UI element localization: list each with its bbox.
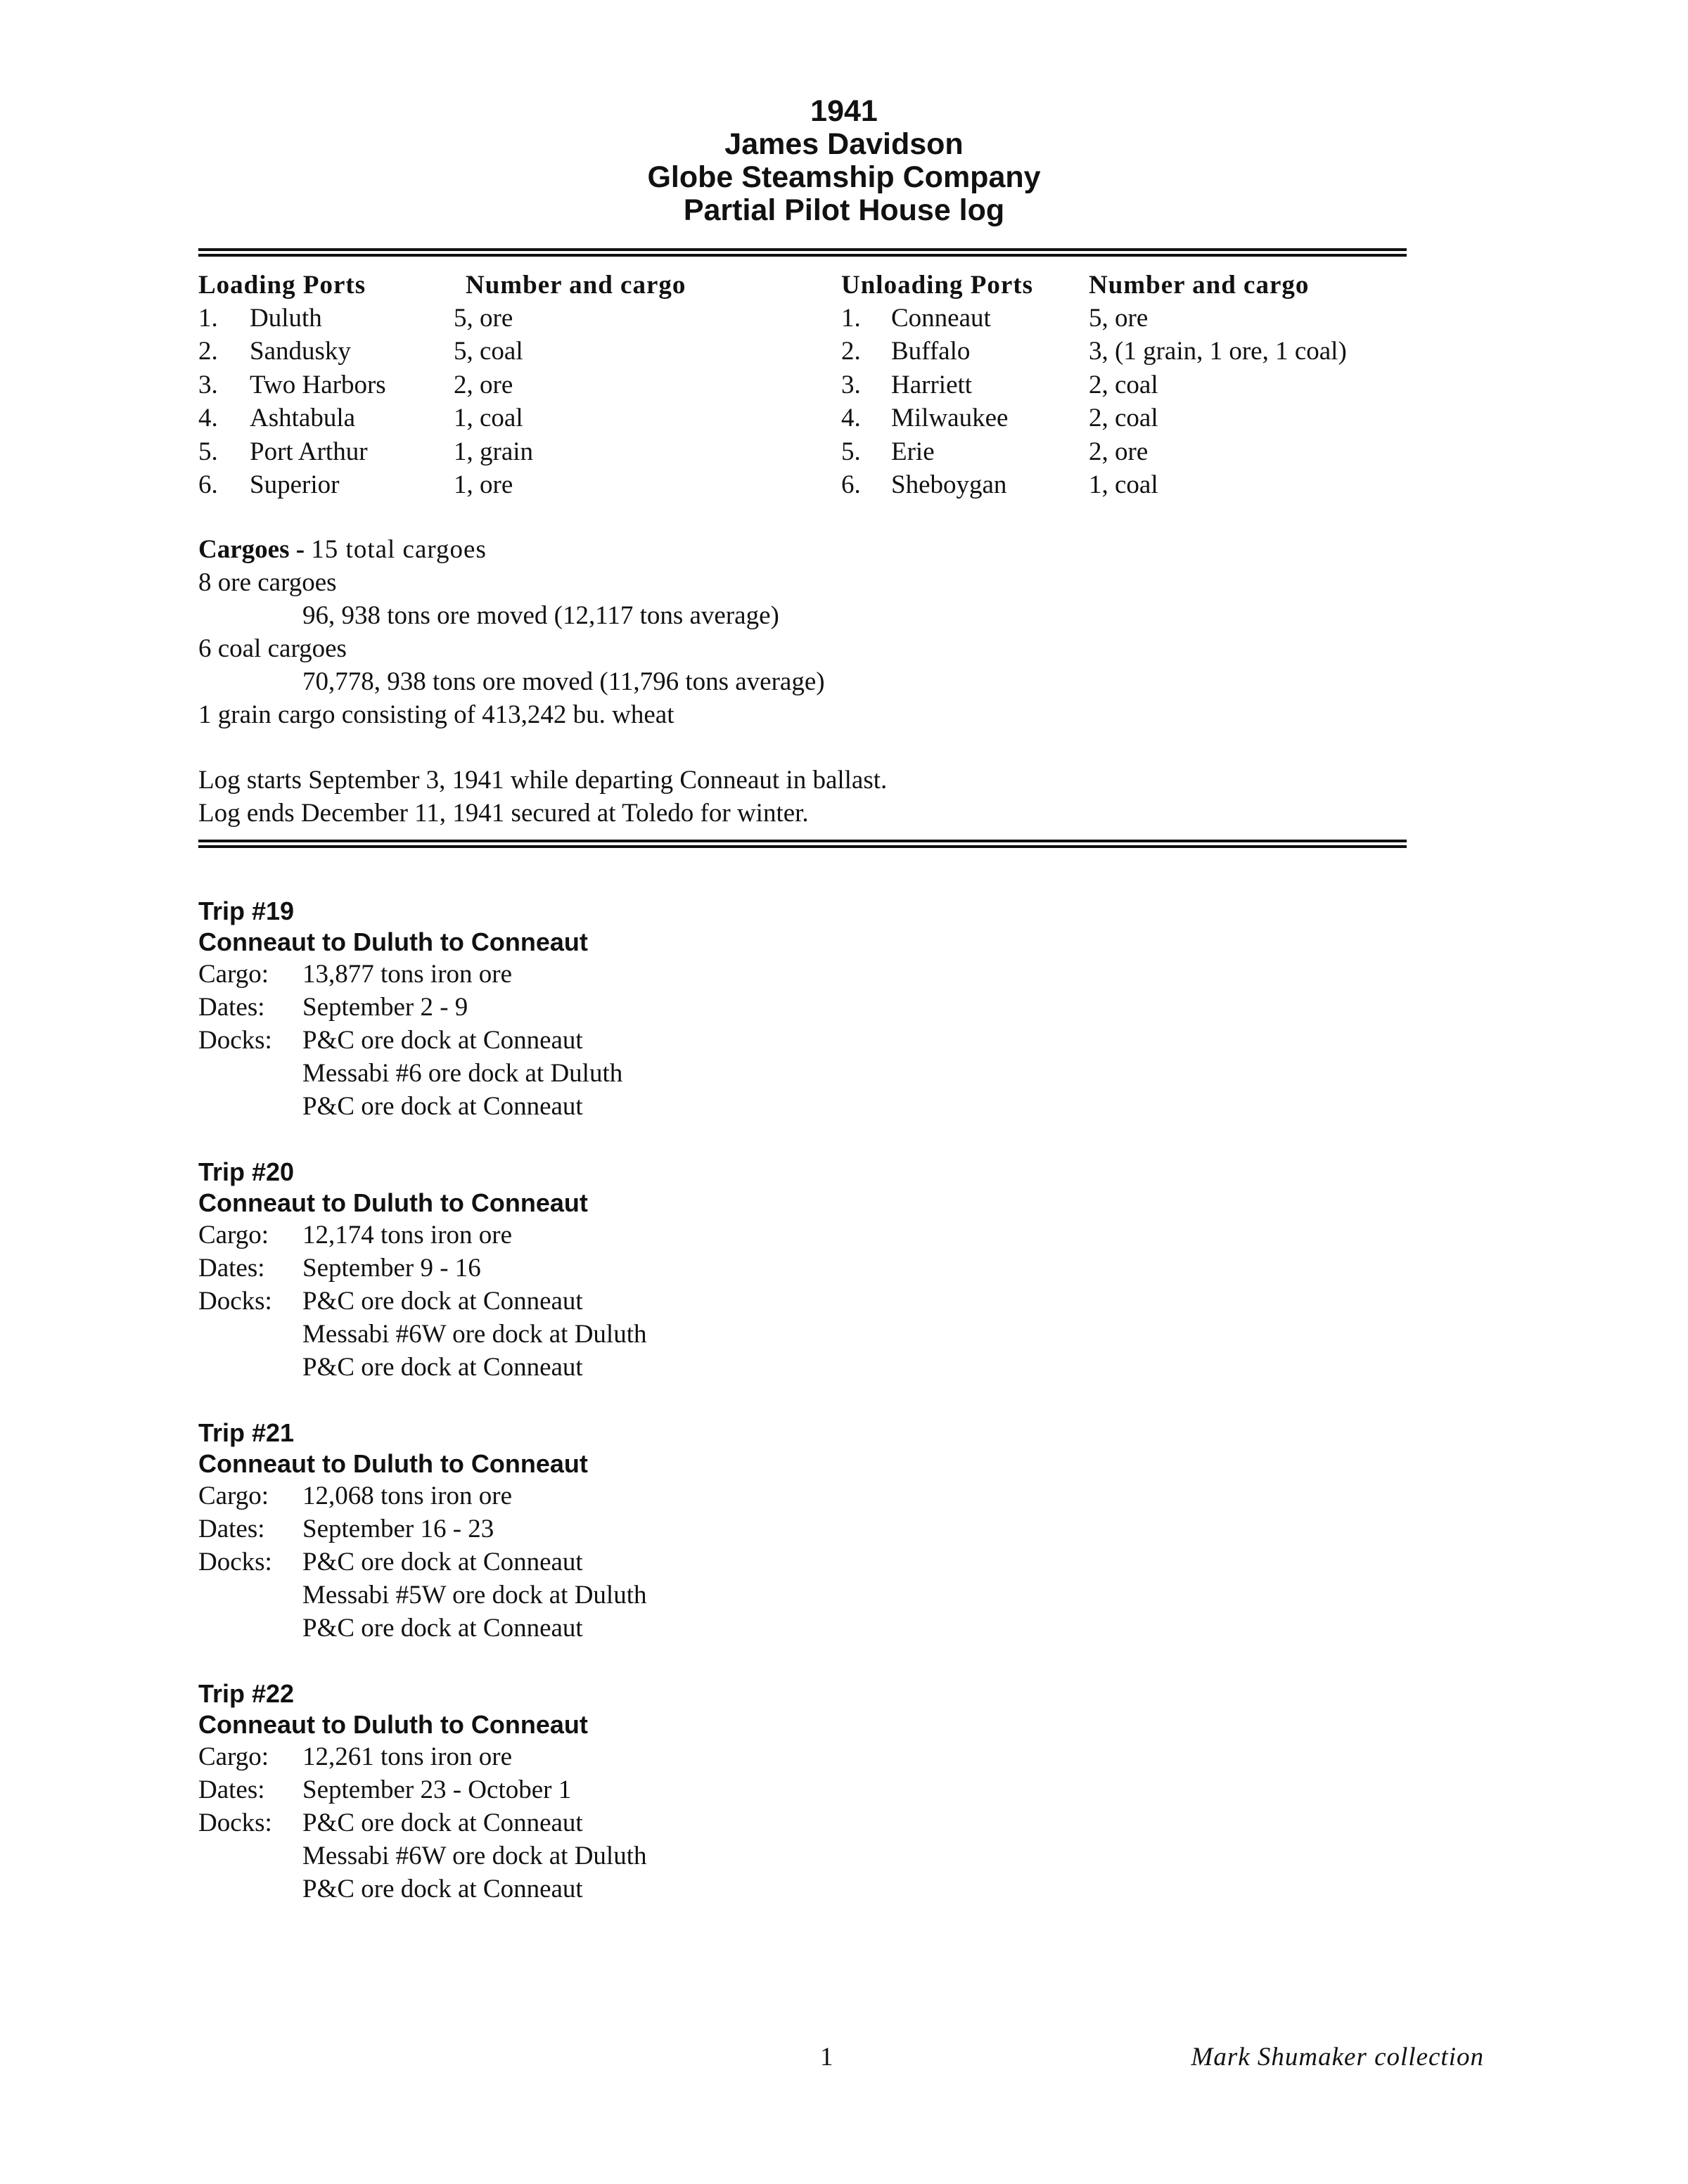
- trip-dock: Messabi #6W ore dock at Duluth: [302, 1320, 647, 1349]
- unloading-port-cargo: 2, coal: [1089, 404, 1158, 433]
- loading-port-name: Duluth: [250, 304, 322, 333]
- trip-dates: September 9 - 16: [302, 1254, 481, 1283]
- ore-count: 8 ore cargoes: [198, 568, 337, 597]
- trip-cargo: 13,877 tons iron ore: [302, 960, 513, 989]
- trip-route: Conneaut to Duluth to Conneaut: [198, 927, 588, 956]
- loading-port-cargo: 5, coal: [454, 337, 523, 366]
- trip-route: Conneaut to Duluth to Conneaut: [198, 1710, 588, 1739]
- dates-label: Dates:: [198, 1515, 265, 1543]
- loading-row-number: 4.: [198, 404, 218, 433]
- docks-label: Docks:: [198, 1026, 272, 1055]
- collection-credit: Mark Shumaker collection: [1191, 2043, 1484, 2071]
- cargoes-total-value: 15 total cargoes: [311, 535, 487, 564]
- trip-dock: P&C ore dock at Conneaut: [302, 1092, 583, 1121]
- unloading-port-name: Erie: [891, 437, 935, 466]
- loading-row-number: 1.: [198, 304, 218, 333]
- cargoes-label: Cargoes -: [198, 535, 305, 564]
- trip-route: Conneaut to Duluth to Conneaut: [198, 1188, 588, 1217]
- trip-dates: September 16 - 23: [302, 1515, 494, 1543]
- unloading-port-cargo: 5, ore: [1089, 304, 1149, 333]
- trip-dates: September 23 - October 1: [302, 1775, 572, 1804]
- unloading-row-number: 2.: [841, 337, 861, 366]
- loading-port-cargo: 1, ore: [454, 470, 513, 499]
- unloading-port-cargo: 2, coal: [1089, 370, 1158, 399]
- cargo-label: Cargo:: [198, 1221, 269, 1250]
- cargoes-total: [198, 533, 487, 566]
- ore-detail: 96, 938 tons ore moved (12,117 tons average): [302, 601, 779, 630]
- cargo-label: Cargo:: [198, 1742, 269, 1771]
- trip-dates: September 2 - 9: [302, 993, 468, 1022]
- trip-dock: P&C ore dock at Conneaut: [302, 1287, 583, 1316]
- log-end: Log ends December 11, 1941 secured at Toledo for winter.: [198, 799, 809, 828]
- unloading-port-name: Conneaut: [891, 304, 991, 333]
- loading-port-cargo: 1, coal: [454, 404, 523, 433]
- unloading-row-number: 5.: [841, 437, 861, 466]
- trip-number: Trip #21: [198, 1418, 295, 1447]
- trip-dock: P&C ore dock at Conneaut: [302, 1809, 583, 1837]
- cargo-label: Cargo:: [198, 960, 269, 989]
- loading-port-cargo: 1, grain: [454, 437, 534, 466]
- trip-cargo: 12,174 tons iron ore: [302, 1221, 513, 1250]
- page-number: 1: [820, 2043, 833, 2071]
- unloading-port-cargo: 2, ore: [1089, 437, 1149, 466]
- unloading-port-cargo: 1, coal: [1089, 470, 1158, 499]
- docks-label: Docks:: [198, 1548, 272, 1576]
- double-rule-top: [198, 248, 1407, 257]
- trip-dock: Messabi #6W ore dock at Duluth: [302, 1842, 647, 1870]
- loading-cargo-header: Number and cargo: [466, 271, 686, 300]
- loading-ports-header: Loading Ports: [198, 271, 366, 300]
- coal-count: 6 coal cargoes: [198, 634, 347, 663]
- unloading-ports-header: Unloading Ports: [841, 271, 1034, 300]
- trip-cargo: 12,068 tons iron ore: [302, 1482, 513, 1510]
- trip-dock: P&C ore dock at Conneaut: [302, 1353, 583, 1382]
- trip-dock: P&C ore dock at Conneaut: [302, 1614, 583, 1643]
- unloading-row-number: 1.: [841, 304, 861, 333]
- trip-number: Trip #20: [198, 1157, 295, 1186]
- cargo-label: Cargo:: [198, 1482, 269, 1510]
- coal-detail: 70,778, 938 tons ore moved (11,796 tons average): [302, 667, 825, 696]
- unloading-port-name: Sheboygan: [891, 470, 1007, 499]
- trip-dock: P&C ore dock at Conneaut: [302, 1026, 583, 1055]
- trip-dock: Messabi #5W ore dock at Duluth: [302, 1581, 647, 1610]
- double-rule-bottom: [198, 840, 1407, 848]
- unloading-port-name: Harriett: [891, 370, 973, 399]
- dates-label: Dates:: [198, 1254, 265, 1283]
- trip-number: Trip #22: [198, 1679, 295, 1708]
- log-start: Log starts September 3, 1941 while departing Conneaut in ballast.: [198, 766, 888, 795]
- loading-port-cargo: 2, ore: [454, 370, 513, 399]
- unloading-port-name: Milwaukee: [891, 404, 1009, 433]
- trip-dock: P&C ore dock at Conneaut: [302, 1875, 583, 1903]
- unloading-row-number: 4.: [841, 404, 861, 433]
- title-year: 1941: [810, 94, 878, 128]
- loading-port-cargo: 5, ore: [454, 304, 513, 333]
- loading-port-name: Sandusky: [250, 337, 351, 366]
- trip-route: Conneaut to Duluth to Conneaut: [198, 1449, 588, 1478]
- document-title: [0, 95, 1688, 227]
- docks-label: Docks:: [198, 1287, 272, 1316]
- loading-row-number: 6.: [198, 470, 218, 499]
- loading-row-number: 2.: [198, 337, 218, 366]
- loading-port-name: Ashtabula: [250, 404, 356, 433]
- loading-port-name: Port Arthur: [250, 437, 368, 466]
- title-subtitle: Partial Pilot House log: [683, 193, 1005, 227]
- trip-dock: Messabi #6 ore dock at Duluth: [302, 1059, 623, 1088]
- loading-port-name: Two Harbors: [250, 370, 386, 399]
- dates-label: Dates:: [198, 1775, 265, 1804]
- dates-label: Dates:: [198, 993, 265, 1022]
- docks-label: Docks:: [198, 1809, 272, 1837]
- grain-summary: 1 grain cargo consisting of 413,242 bu. wheat: [198, 700, 674, 729]
- trip-dock: P&C ore dock at Conneaut: [302, 1548, 583, 1576]
- title-company: Globe Steamship Company: [647, 160, 1041, 194]
- trip-cargo: 12,261 tons iron ore: [302, 1742, 513, 1771]
- unloading-port-cargo: 3, (1 grain, 1 ore, 1 coal): [1089, 337, 1347, 366]
- title-vessel: James Davidson: [724, 127, 964, 161]
- unloading-cargo-header: Number and cargo: [1089, 271, 1310, 300]
- loading-row-number: 3.: [198, 370, 218, 399]
- unloading-row-number: 6.: [841, 470, 861, 499]
- unloading-row-number: 3.: [841, 370, 861, 399]
- unloading-port-name: Buffalo: [891, 337, 971, 366]
- loading-port-name: Superior: [250, 470, 340, 499]
- trip-number: Trip #19: [198, 897, 295, 925]
- loading-row-number: 5.: [198, 437, 218, 466]
